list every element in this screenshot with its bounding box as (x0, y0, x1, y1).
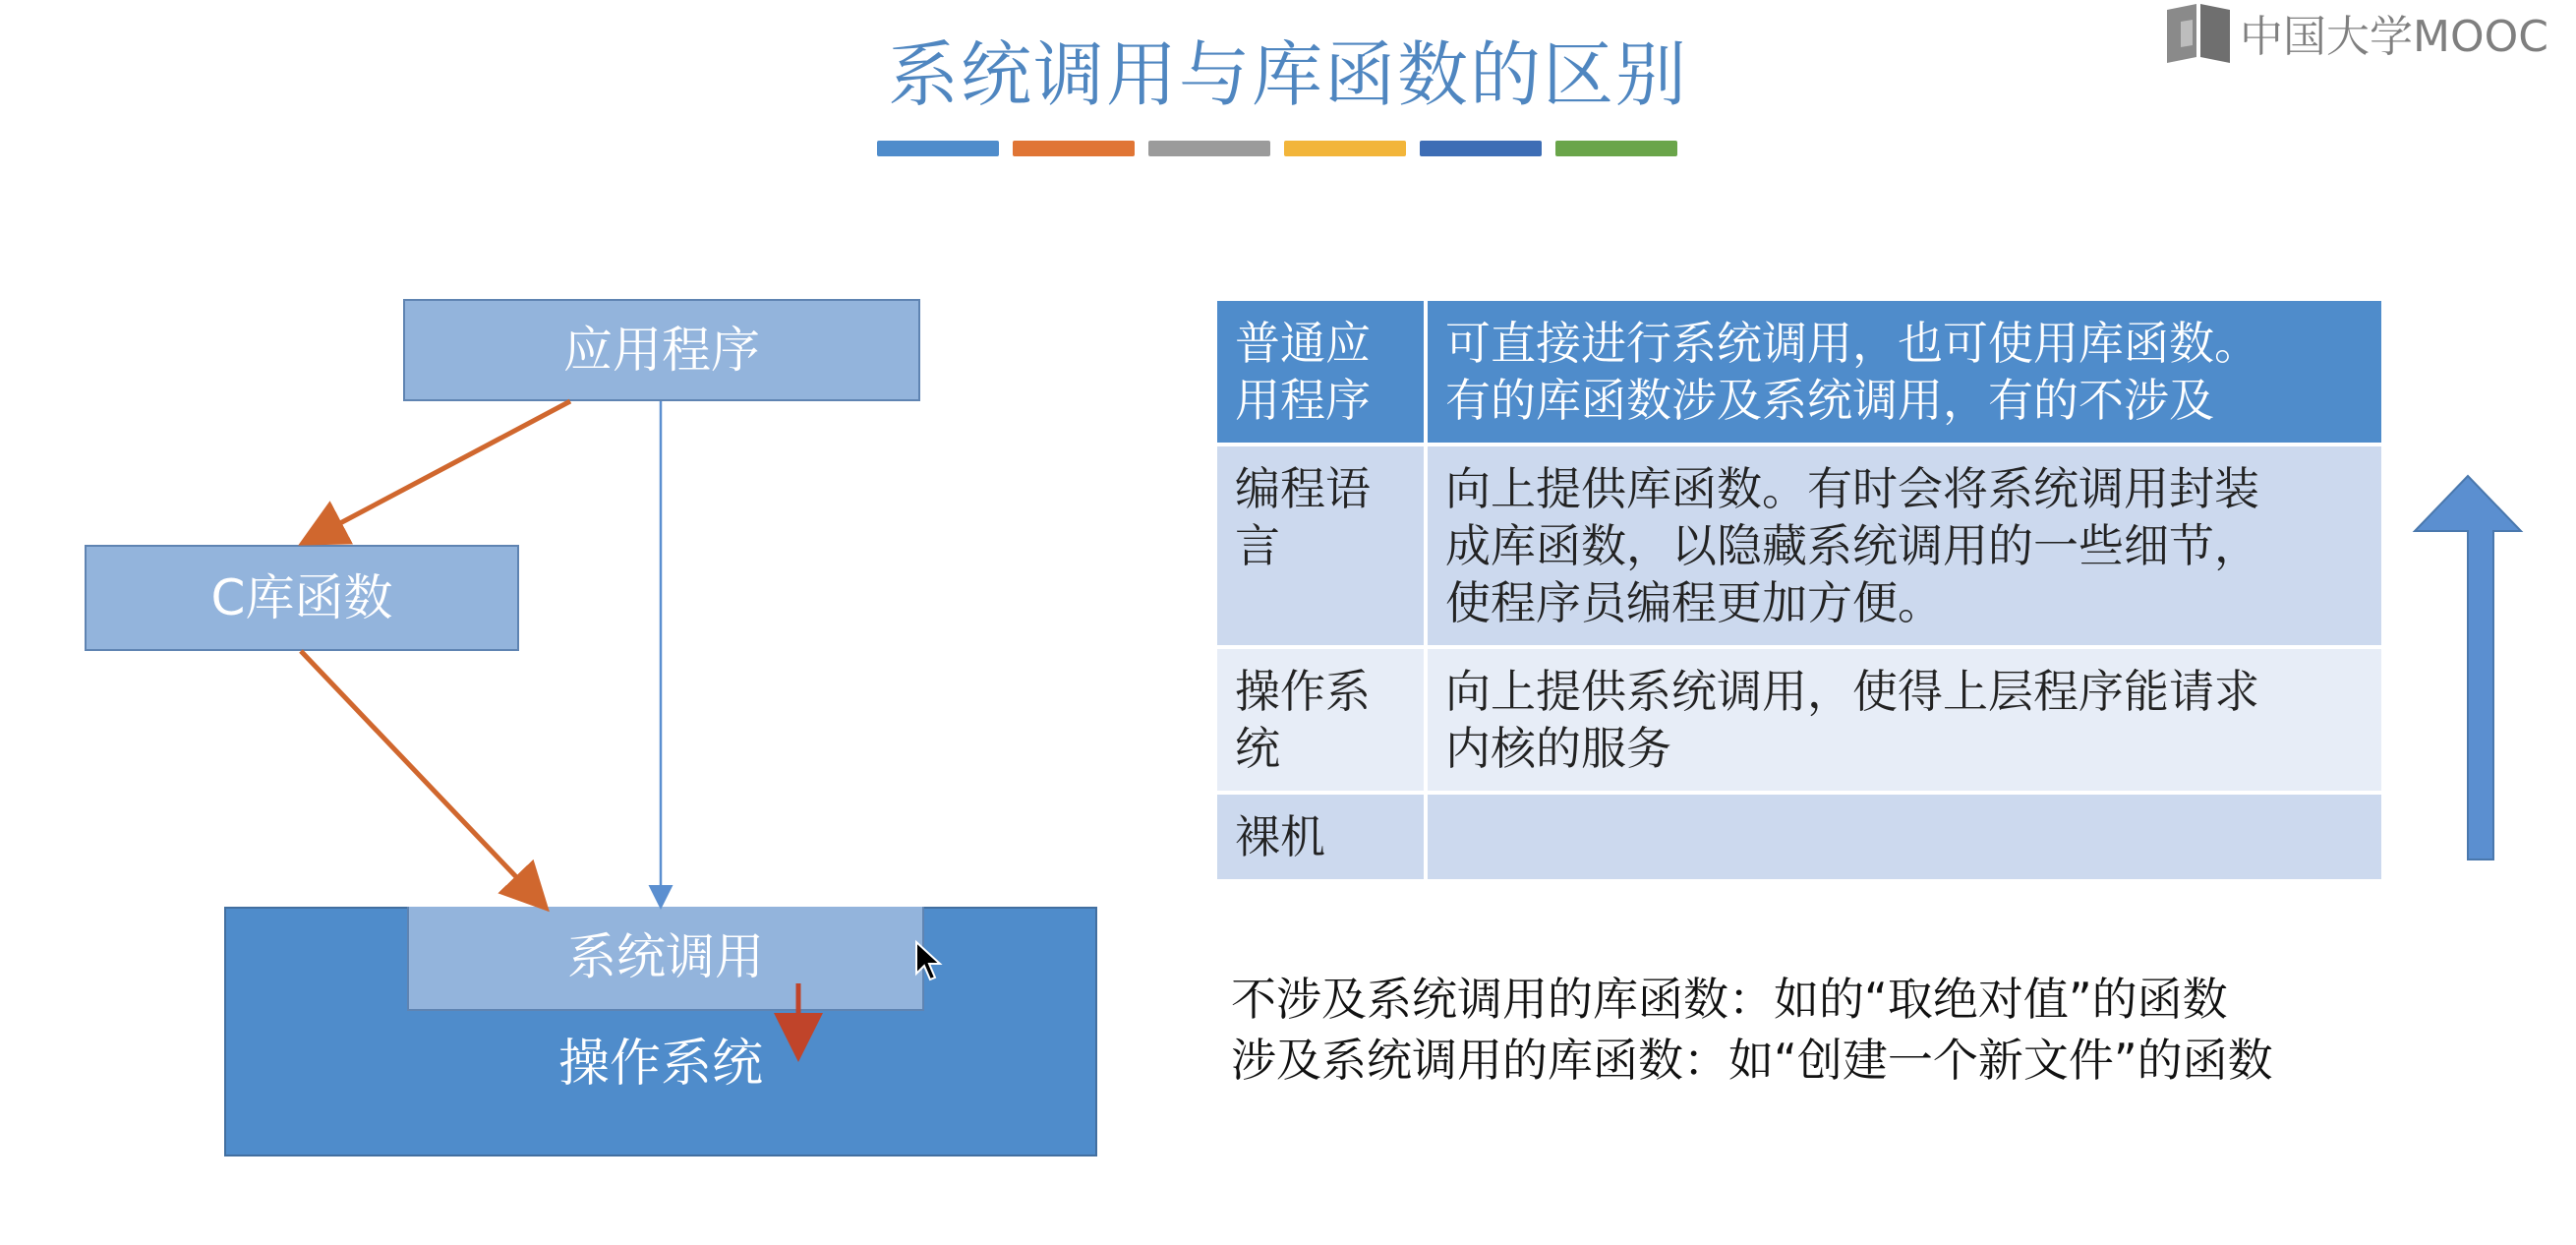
table-cell-layer: 操作系 统 (1215, 647, 1426, 793)
table-row (1215, 299, 2383, 445)
table-cell-desc: 向上提供系统调用，使得上层程序能请求 内核的服务 (1426, 647, 2383, 793)
note-line-2: 涉及系统调用的库函数：如“创建一个新文件”的函数 (1231, 1034, 2273, 1087)
up-arrow-icon (2415, 476, 2521, 860)
table-row (1215, 647, 2383, 793)
table-row (1215, 445, 2383, 647)
logo-text: 中国大学MOOC (2240, 12, 2548, 62)
title-color-bar (1013, 141, 1135, 156)
book-icon (2163, 2, 2234, 63)
table-cell-layer: 普通应 用程序 (1215, 299, 1426, 445)
os-box-label: 操作系统 (557, 1035, 763, 1094)
syscall-box-label: 系统调用 (567, 928, 764, 985)
app-box-label: 应用程序 (563, 322, 760, 379)
table-cell-layer: 编程语 言 (1215, 445, 1426, 647)
table-cell-desc (1426, 793, 2383, 881)
arrow-clib-to-syscall (301, 651, 543, 905)
syscall-box (407, 907, 924, 1011)
clib-box (85, 545, 519, 651)
layer-table (1213, 297, 2385, 883)
title-color-bar (877, 141, 999, 156)
note-line-1: 不涉及系统调用的库函数：如的“取绝对值”的函数 (1231, 973, 2228, 1026)
clib-box-label: C库函数 (210, 569, 393, 626)
title-color-bar (1555, 141, 1677, 156)
arrow-app-to-clib (307, 401, 570, 541)
title-color-bar (1148, 141, 1270, 156)
table-cell-desc: 可直接进行系统调用，也可使用库函数。 有的库函数涉及系统调用，有的不涉及 (1426, 299, 2383, 445)
table-cell-desc: 向上提供库函数。有时会将系统调用封装 成库函数，以隐藏系统调用的一些细节， 使程序员编程更加方便。 (1426, 445, 2383, 647)
app-box (403, 299, 920, 401)
slide-title: 系统调用与库函数的区别 (887, 33, 1688, 116)
table-row (1215, 793, 2383, 881)
mooc-logo (2163, 0, 2548, 65)
title-color-bar (1420, 141, 1542, 156)
title-color-bar (1284, 141, 1406, 156)
table-cell-layer: 裸机 (1215, 793, 1426, 881)
